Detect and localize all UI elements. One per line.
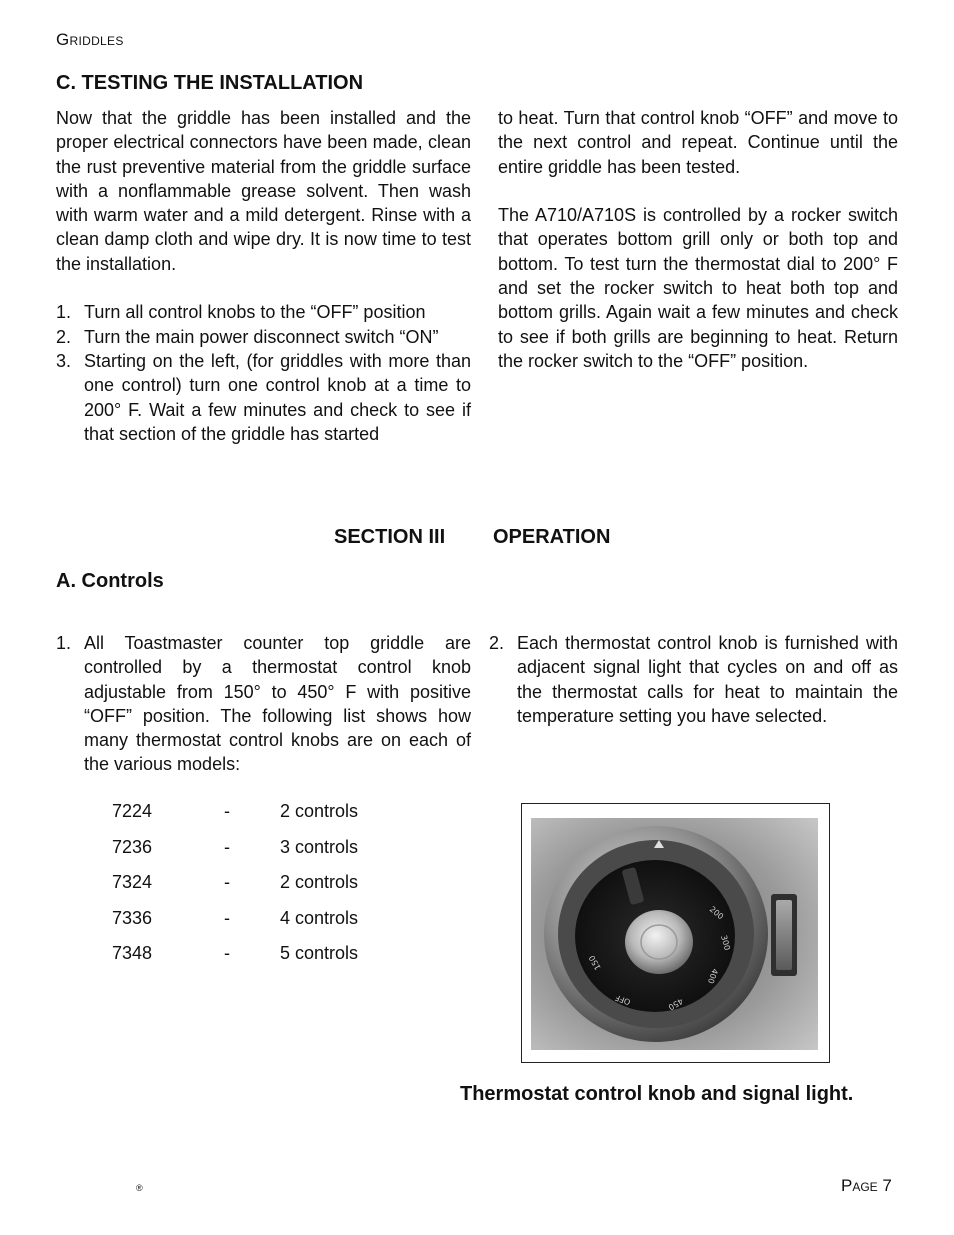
test-step: 3. Starting on the left, (for griddles with more than one control) turn one control knob at a time to 200° F. Wait a few minutes and check to see if that section of the griddle has started [56,350,471,444]
left-column [56,106,471,446]
svg-text:450: 450 [666,996,685,1012]
svg-text:200: 200 [707,904,726,922]
model-row: 7348 - 5 controls [112,943,359,964]
a710-paragraph: The A710/A710S is controlled by a rocker switch that operates bottom grill only or both top and bottom. To test turn the thermostat dial to 200° F and set the rocker switch to heat both top and bottom grills. Again wait a few minutes and check to see if both grills are beginning to heat. Return the rocker switch to the “OFF” position. [498,205,898,371]
section-label: SECTION III [334,526,446,548]
page-number: Page 7 [841,1176,892,1195]
controls-item-1: 1. All Toastmaster counter top griddle are controlled by a thermostat control knob adjustable from 150° to 450° F with positive “OFF” position. The following list shows how many thermostat control knobs are on each of the various models: [56,633,471,775]
model-row: 7236 - 3 controls [112,836,359,857]
figure-caption: Thermostat control knob and signal light. [460,1083,854,1105]
right-column [498,106,898,373]
svg-text:150: 150 [587,953,603,972]
registered-mark: ® [136,1183,143,1193]
section-c-heading: C. TESTING THE INSTALLATION [56,72,364,94]
thermostat-knob-photo [531,818,818,1050]
controls-heading: A. Controls [56,570,164,592]
model-list [112,801,412,979]
thermostat-photo-frame [521,803,830,1063]
intro-paragraph: Now that the griddle has been installed and the proper electrical connectors have been made, clean the rust preventive material from the griddle surface with a nonflammable grease solvent. Then wash with warm water and a mild detergent. Rinse with a clean damp cloth and wipe dry. It is now time to test the installation. [56,108,471,274]
test-steps-list [56,300,471,446]
continuation-paragraph: to heat. Turn that control knob “OFF” and move to the next control and repeat. Continue until the entire griddle has been tested. [498,108,898,177]
svg-text:400: 400 [705,967,720,985]
controls-item-2: 2. Each thermostat control knob is furnished with adjacent signal light that cycles on and off as the thermostat calls for heat to maintain the temperature setting you have selected. [489,633,898,726]
model-row: 7336 - 4 controls [112,907,359,928]
test-step: 2. Turn the main power disconnect switch “ON” [56,326,439,347]
running-header: Griddles [56,30,124,49]
model-row: 7224 - 2 controls [112,801,359,821]
svg-text:300: 300 [719,934,732,952]
svg-text:OFF: OFF [614,992,632,1007]
section-name: OPERATION [493,526,611,548]
model-row: 7324 - 2 controls [112,872,359,893]
test-step: 1. Turn all control knobs to the “OFF” position [56,302,426,323]
